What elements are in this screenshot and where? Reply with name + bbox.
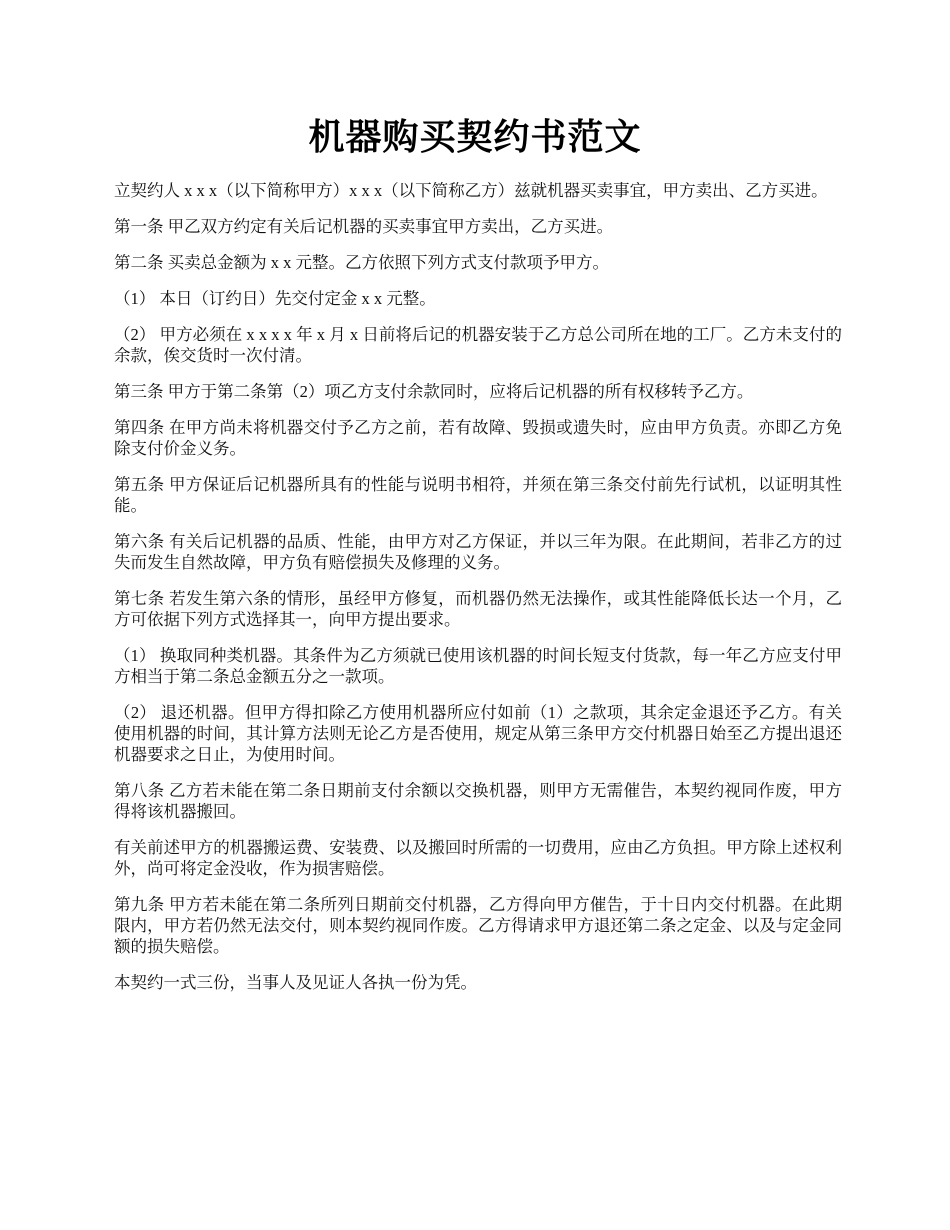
paragraph-article-4: 第四条 在甲方尚未将机器交付予乙方之前，若有故障、毁损或遗失时，应由甲方负责。亦即乙方免除支付价金义务。 (114, 418, 842, 458)
paragraph-article-8: 第八条 乙方若未能在第二条日期前支付余额以交换机器，则甲方无需催告，本契约视同作废，甲方得将该机器搬回。 (114, 781, 842, 821)
document-title: 机器购买契约书范文 (308, 116, 642, 158)
paragraph-article-1: 第一条 甲乙双方约定有关后记机器的买卖事宜甲方卖出，乙方买进。 (114, 217, 614, 236)
paragraph-article-7-item-1: （1） 换取同种类机器。其条件为乙方须就已使用该机器的时间长短支付货款，每一年乙方应支付甲方相当于第二条总金额五分之一款项。 (114, 646, 842, 686)
paragraph-article-3: 第三条 甲方于第二条第（2）项乙方支付余款同时，应将后记机器的所有权移转予乙方。 (114, 382, 754, 401)
paragraph-article-2-item-2: （2） 甲方必须在 x x x x 年 x 月 x 日前将后记的机器安装于乙方总公司所在地的工厂。乙方未支付的余款，俟交货时一次付清。 (114, 325, 842, 365)
paragraph-article-5: 第五条 甲方保证后记机器所具有的性能与说明书相符，并须在第三条交付前先行试机，以证明其性能。 (114, 475, 842, 515)
paragraph-article-6: 第六条 有关后记机器的品质、性能，由甲方对乙方保证，并以三年为限。在此期间，若非乙方的过失而发生自然故障，甲方负有赔偿损失及修理的义务。 (114, 532, 842, 572)
paragraph-article-2-item-1: （1） 本日（订约日）先交付定金 x x 元整。 (114, 289, 436, 308)
paragraph-closing: 本契约一式三份，当事人及见证人各执一份为凭。 (114, 973, 477, 992)
paragraph-article-7-item-2: （2） 退还机器。但甲方得扣除乙方使用机器所应付如前（1）之款项，其余定金退还予乙方。有关使用机器的时间，其计算方法则无论乙方是否使用，规定从第三条甲方交付机器日始至乙方提出退还机器要求之日止，为使用时间。 (114, 703, 842, 764)
paragraph-preamble: 立契约人 x x x（以下简称甲方）x x x（以下简称乙方）兹就机器买卖事宜，甲方卖出、乙方买进。 (114, 181, 828, 200)
paragraph-article-9: 第九条 甲方若未能在第二条所列日期前交付机器，乙方得向甲方催告，于十日内交付机器。在此期限内，甲方若仍然无法交付，则本契约视同作废。乙方得请求甲方退还第二条之定金、以及与定金同额的损失赔偿。 (114, 895, 842, 956)
paragraph-article-7: 第七条 若发生第六条的情形，虽经甲方修复，而机器仍然无法操作，或其性能降低长达一个月，乙方可依据下列方式选择其一，向甲方提出要求。 (114, 589, 842, 629)
document-body (114, 180, 842, 1008)
paragraph-article-2: 第二条 买卖总金额为 x x 元整。乙方依照下列方式支付款项予甲方。 (114, 253, 609, 272)
paragraph-article-8-costs: 有关前述甲方的机器搬运费、安装费、以及搬回时所需的一切费用，应由乙方负担。甲方除上述权利外，尚可将定金没收，作为损害赔偿。 (114, 838, 842, 878)
